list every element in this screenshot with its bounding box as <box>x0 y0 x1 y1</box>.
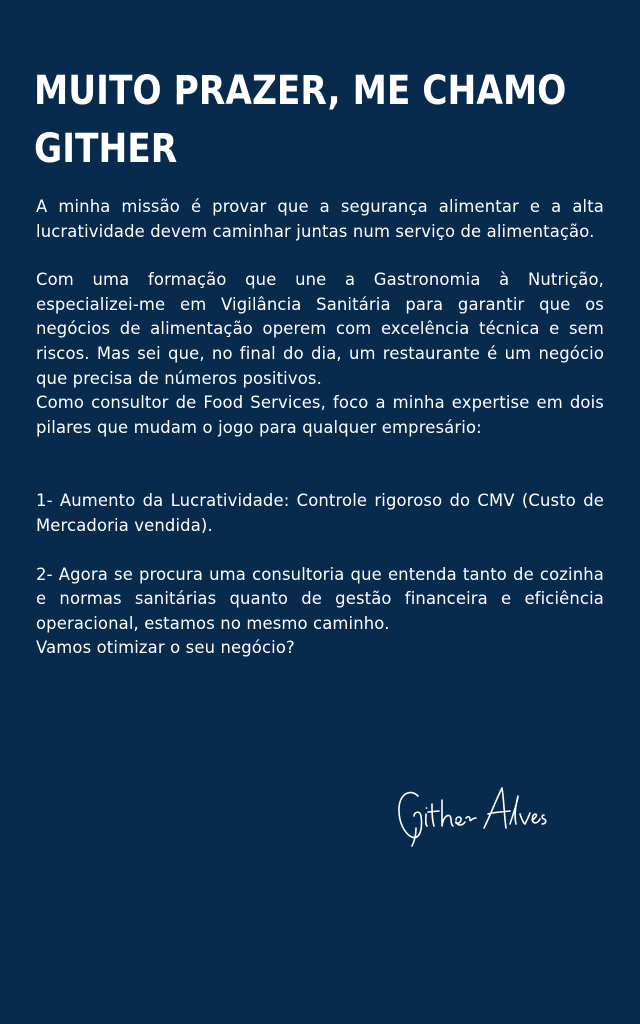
mission-paragraph: A minha missão é provar que a segurança alimentar e a alta lucratividade devem caminhar juntas num serviço de alimentação. <box>36 197 604 241</box>
title-line-1: MUITO PRAZER, ME CHAMO <box>34 68 567 114</box>
title-line-2: GITHER <box>34 126 178 172</box>
consultant-paragraph: Como consultor de Food Services, foco a minha expertise em dois pilares que mudam o jogo para qualquer empresário: <box>36 393 604 437</box>
pillar-item-2: 2- Agora se procura uma consultoria que entenda tanto de cozinha e normas sanitárias quanto de gestão financeira e eficiência operacional, estamos no mesmo caminho. <box>36 564 604 633</box>
page-title <box>34 62 567 178</box>
handwritten-signature <box>392 778 562 854</box>
closing-question: Vamos otimizar o seu negócio? <box>36 638 295 658</box>
background-paragraph: Com uma formação que une a Gastronomia à Nutrição, especializei-me em Vigilância Sanitária para garantir que os negócios de alimentação operem com excelência técnica e sem riscos. Mas sei que, no final do dia, um restaurante é um negócio que precisa de números positivos. <box>36 270 604 388</box>
intro-text <box>36 195 604 661</box>
pillar-item-1: 1- Aumento da Lucratividade: Controle rigoroso do CMV (Custo de Mercadoria vendida). <box>36 491 604 535</box>
